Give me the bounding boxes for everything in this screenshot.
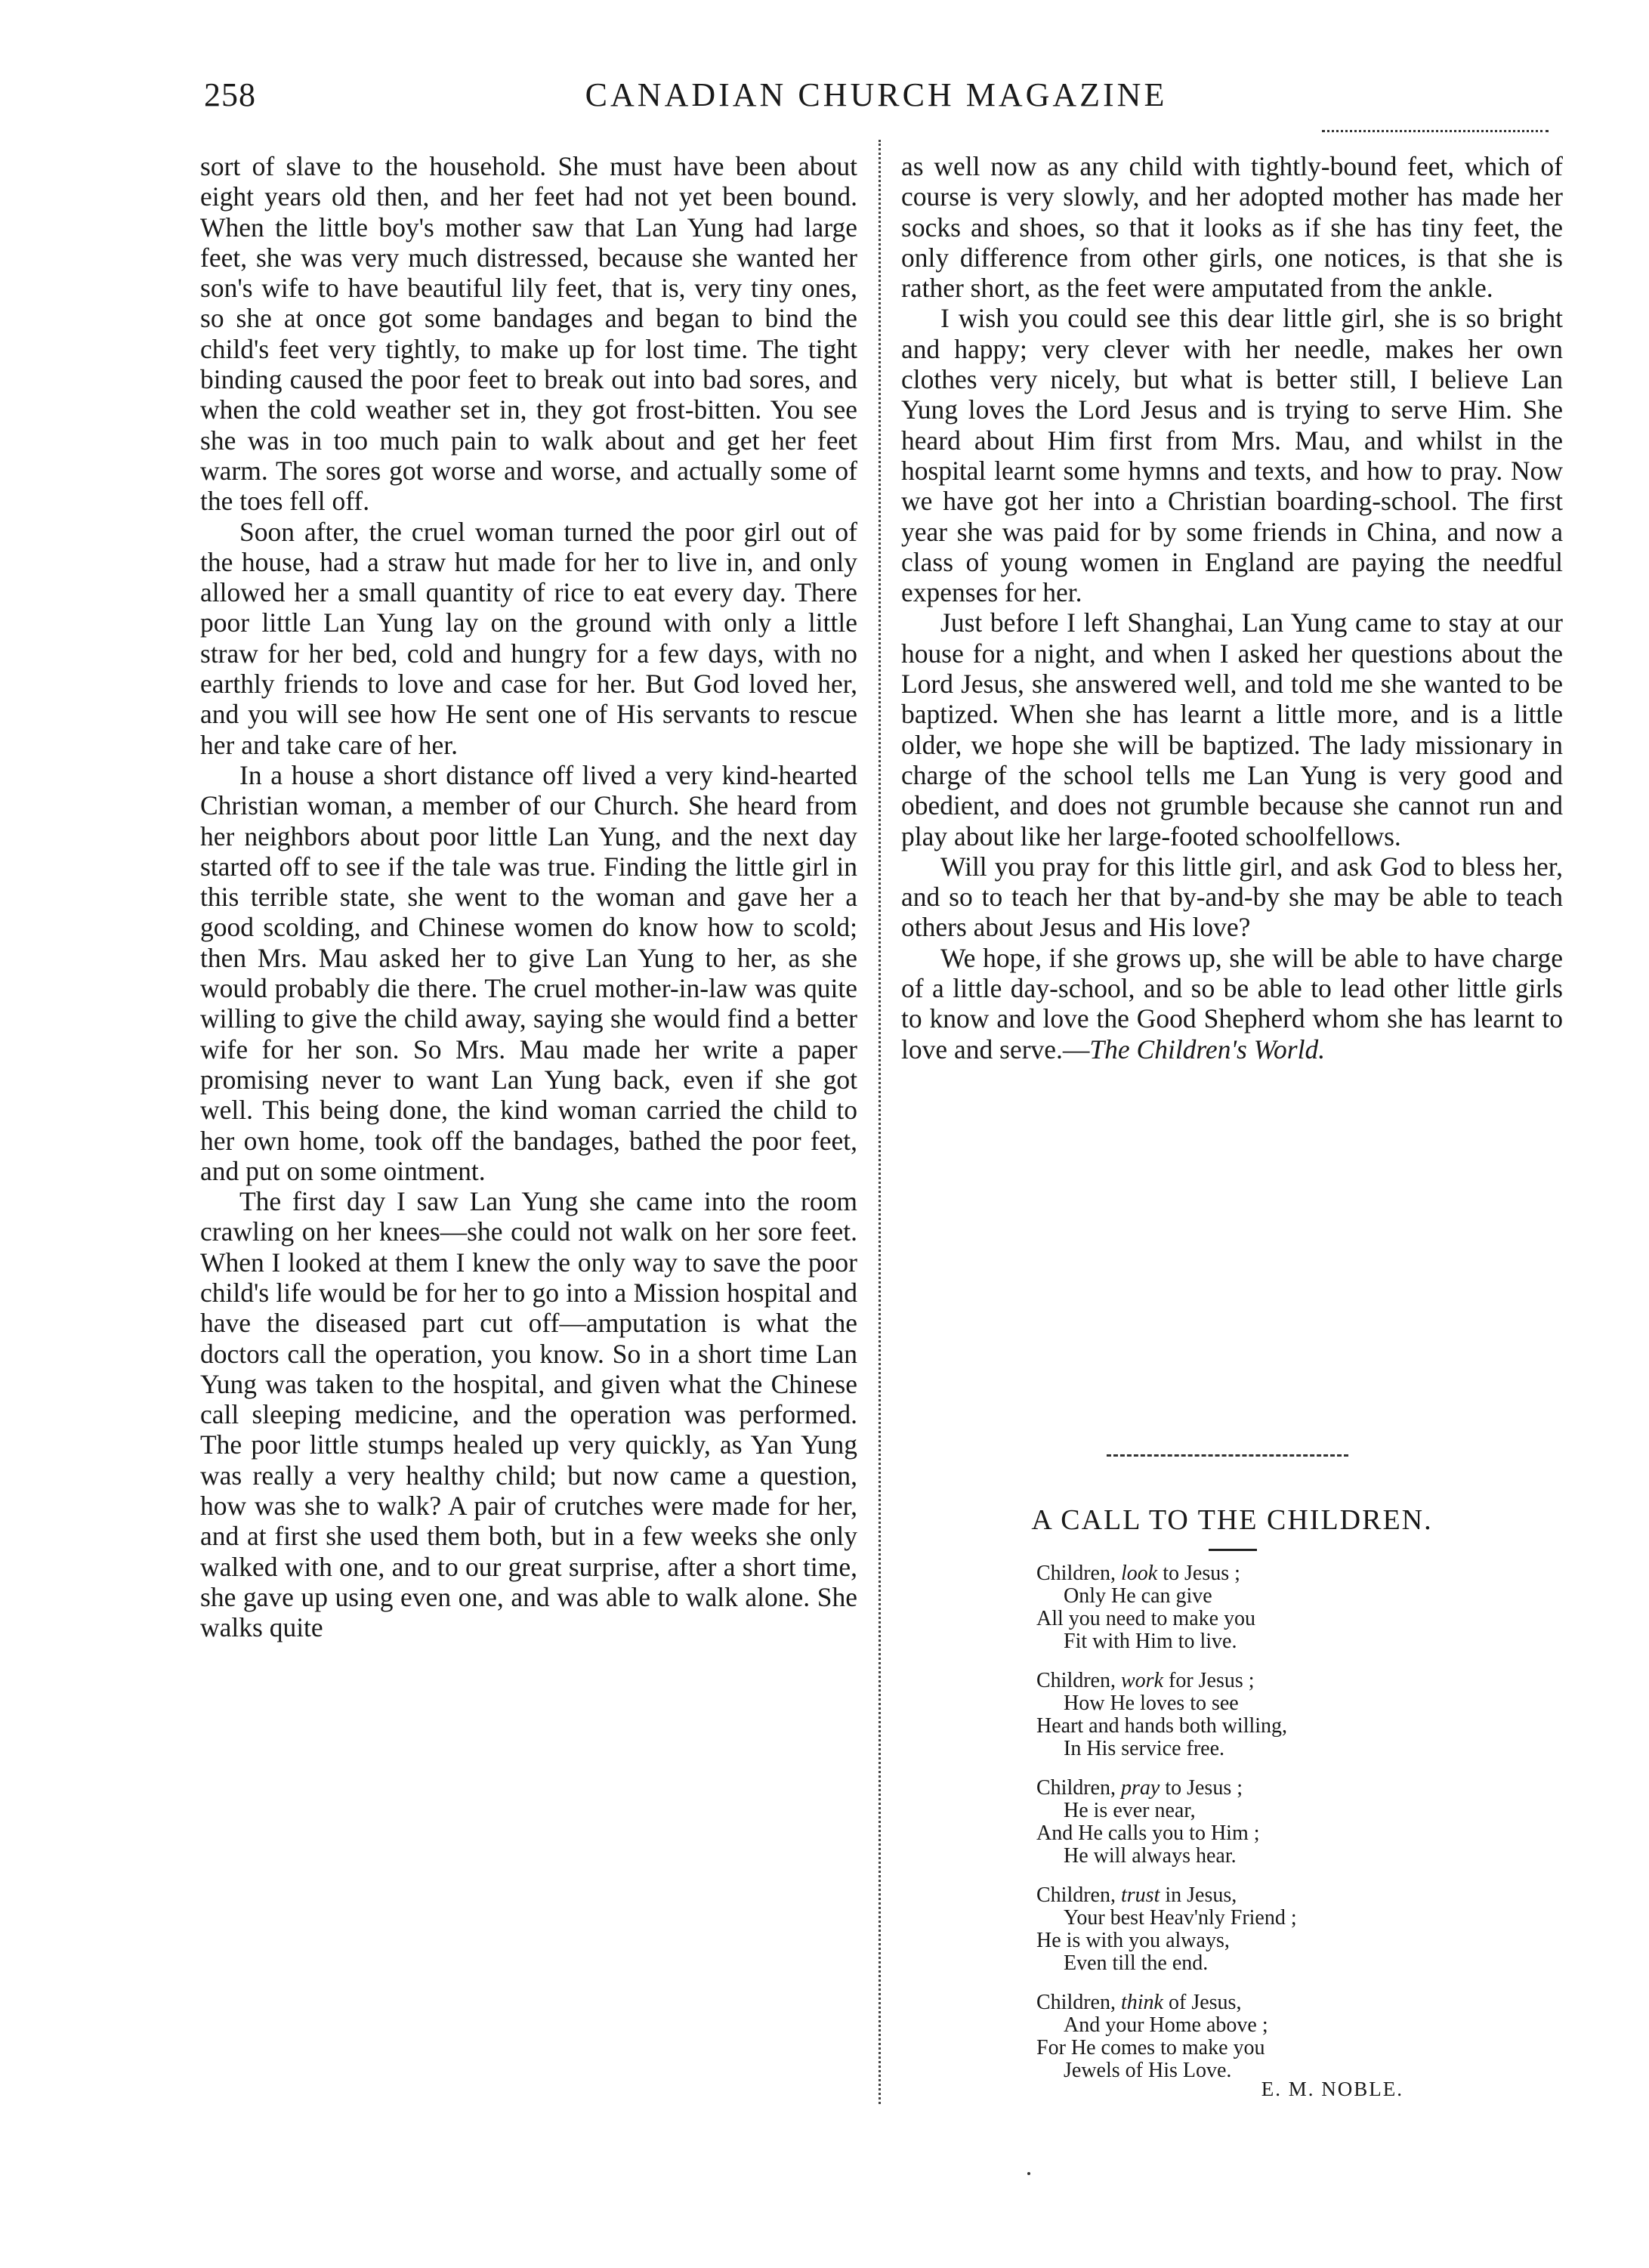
poem-emphasis: think bbox=[1121, 1991, 1163, 2014]
poem-body bbox=[1036, 1562, 1490, 2099]
poem-line bbox=[1036, 1884, 1490, 1907]
poem-line: He is with you always, bbox=[1036, 1929, 1230, 1952]
poem-line: In His service free. bbox=[1064, 1737, 1225, 1760]
ink-mark bbox=[1027, 2172, 1030, 2175]
poem-line-lead: Children, bbox=[1036, 1883, 1121, 1907]
poem-line: Only He can give bbox=[1064, 1584, 1212, 1608]
section-separator bbox=[1107, 1454, 1348, 1457]
poem-line-rest: in Jesus, bbox=[1160, 1883, 1237, 1907]
poem-title: A CALL TO THE CHILDREN. bbox=[1031, 1504, 1433, 1536]
left-column bbox=[200, 151, 857, 1643]
left-paragraph-1: sort of slave to the household. She must have been about eight years old then, and her feet had not yet been bound. When the little boy's mother saw that Lan Yung had large feet, she was very much distressed, because she wanted her son's wife to have beautiful lily feet, that is, very tiny ones, so she at once got some bandages and began to bind the child's feet very tightly, to make up for lost time. The tight binding caused the poor feet to break out into bad sores, and when the cold weather set in, they got frost-bitten. You see she was in too much pain to walk about and get her feet warm. The sores got worse and worse, and actually some of the toes fell off. bbox=[200, 151, 857, 517]
poem-line: Heart and hands both willing, bbox=[1036, 1714, 1288, 1738]
right-column bbox=[901, 151, 1563, 1064]
left-paragraph-2: Soon after, the cruel woman turned the poor girl out of the house, had a straw hut made for her to live in, and only allowed her a small quantity of rice to eat every day. There poor little Lan Yung lay on the ground with only a little straw for her bed, cold and hungry for a few days, with no earthly friends to love and case for her. But God loved her, and you will see how He sent one of His servants to rescue her and take care of her. bbox=[200, 516, 857, 760]
poem-line-lead: Children, bbox=[1036, 1669, 1121, 1692]
left-paragraph-3: In a house a short distance off lived a very kind-hearted Christian woman, a member of our Church. She heard from her neighbors about poor little Lan Yung, and the next day started off to see if the tale was true. Finding the little girl in this terrible state, she went to the woman and gave her a good scolding, and Chinese women do know how to scold; then Mrs. Mau asked her to give Lan Yung to her, as she would probably die there. The cruel mother-in-law was quite willing to give the child away, saying she would find a better wife for her son. So Mrs. Mau made her write a paper promising never to want Lan Yung back, even if she got well. This being done, the kind woman carried the child to her own home, took off the bandages, bathed the poor feet, and put on some ointment. bbox=[200, 759, 857, 1186]
poem-stanza bbox=[1036, 1562, 1490, 1653]
poem-line bbox=[1036, 1777, 1490, 1800]
right-paragraph-1: as well now as any child with tightly-bound feet, which of course is very slowly, and her adopted mother has made her socks and shoes, so that it looks as if she has tiny feet, the only difference from other girls, one notices, is that she is rather short, as the feet were amputated from the ankle. bbox=[901, 151, 1563, 304]
right-paragraph-4: Will you pray for this little girl, and ask God to bless her, and so to teach her that by-and-by she may be able to teach others about Jesus and His love? bbox=[901, 851, 1563, 943]
header-rule bbox=[1322, 130, 1549, 132]
poem-line: Even till the end. bbox=[1064, 1951, 1209, 1975]
right-paragraph-5 bbox=[901, 943, 1563, 1064]
poem-line-rest: of Jesus, bbox=[1163, 1991, 1242, 2014]
page-header bbox=[204, 76, 1549, 128]
poem-line: And He calls you to Him ; bbox=[1036, 1822, 1260, 1845]
poem-line-lead: Children, bbox=[1036, 1991, 1121, 2014]
poem-line-rest: to Jesus ; bbox=[1157, 1562, 1240, 1585]
poem-line bbox=[1036, 1562, 1490, 1585]
poem-emphasis: pray bbox=[1121, 1776, 1160, 1800]
column-divider bbox=[879, 140, 881, 2104]
poem-line: He will always hear. bbox=[1064, 1844, 1237, 1868]
poem-stanza bbox=[1036, 1884, 1490, 1975]
right-paragraph-3: Just before I left Shanghai, Lan Yung came to stay at our house for a night, and when I asked her questions about the Lord Jesus, she answered well, and told me she wanted to be baptized. When she has learnt a little more, and is a little older, we hope she will be baptized. The lady missionary in charge of the school tells me Lan Yung is very good and obedient, and does not grumble because she cannot run and play about like her large-footed schoolfellows. bbox=[901, 607, 1563, 851]
poem-emphasis: look bbox=[1121, 1562, 1158, 1585]
poem-line bbox=[1036, 1670, 1490, 1692]
right-paragraph-2: I wish you could see this dear little girl, she is so bright and happy; very clever with her needle, makes her own clothes very nicely, but what is better still, I believe Lan Yung loves the Lord Jesus and is trying to serve Him. She heard about Him first from Mrs. Mau, and whilst in the hospital learnt some hymns and texts, and how to pray. Now we have got her into a Christian boarding-school. The first year she was paid for by some friends in China, and now a class of young women in England are paying the needful expenses for her. bbox=[901, 303, 1563, 608]
poem-line-rest: for Jesus ; bbox=[1163, 1669, 1255, 1692]
poem-stanza bbox=[1036, 1777, 1490, 1868]
poem-line: All you need to make you bbox=[1036, 1607, 1256, 1630]
poem-line: How He loves to see bbox=[1064, 1692, 1239, 1715]
running-head: CANADIAN CHURCH MAGAZINE bbox=[585, 76, 1168, 113]
poem-line: And your Home above ; bbox=[1064, 2013, 1268, 2037]
poem-line-rest: to Jesus ; bbox=[1160, 1776, 1243, 1800]
page-number: 258 bbox=[204, 76, 256, 113]
poem-line bbox=[1036, 1991, 1490, 2014]
right-paragraph-5-text: We hope, if she grows up, she will be able to have charge of a little day-school, and so be able to lead other little girls to know and love the Good Shepherd whom she has learnt to love and serve.— bbox=[901, 942, 1563, 1064]
poem-title-rule bbox=[1209, 1549, 1257, 1551]
source-citation: The Children's World. bbox=[1089, 1034, 1326, 1064]
poem-line-lead: Children, bbox=[1036, 1562, 1121, 1585]
poem-emphasis: trust bbox=[1121, 1883, 1160, 1907]
left-paragraph-4: The first day I saw Lan Yung she came into the room crawling on her knees—she could not walk on her sore feet. When I looked at them I knew the only way to save the poor child's life would be for her to go into a Mission hospital and have the diseased part cut off—amputation is what the doctors call the operation, you know. So in a short time Lan Yung was taken to the hospital, and given what the Chinese call sleeping medicine, and the operation was performed. The poor little stumps healed up very quickly, as Yan Yung was really a very healthy child; but now came a question, how was she to walk? A pair of crutches were made for her, and at first she used them both, but in a few weeks she only walked with one, and to our great surprise, after a short time, she gave up using even one, and was able to walk alone. She walks quite bbox=[200, 1186, 857, 1643]
poem-line: Fit with Him to live. bbox=[1064, 1630, 1237, 1653]
poem-stanza bbox=[1036, 1670, 1490, 1760]
poem-emphasis: work bbox=[1121, 1669, 1163, 1692]
poem-author: E. M. NOBLE. bbox=[1261, 2078, 1404, 2100]
poem-line: Your best Heav'nly Friend ; bbox=[1064, 1906, 1297, 1930]
poem-line: For He comes to make you bbox=[1036, 2036, 1265, 2059]
poem-stanza bbox=[1036, 1991, 1490, 2082]
poem-line: He is ever near, bbox=[1064, 1799, 1196, 1822]
poem-line: Jewels of His Love. bbox=[1064, 2059, 1232, 2082]
poem-line-lead: Children, bbox=[1036, 1776, 1121, 1800]
